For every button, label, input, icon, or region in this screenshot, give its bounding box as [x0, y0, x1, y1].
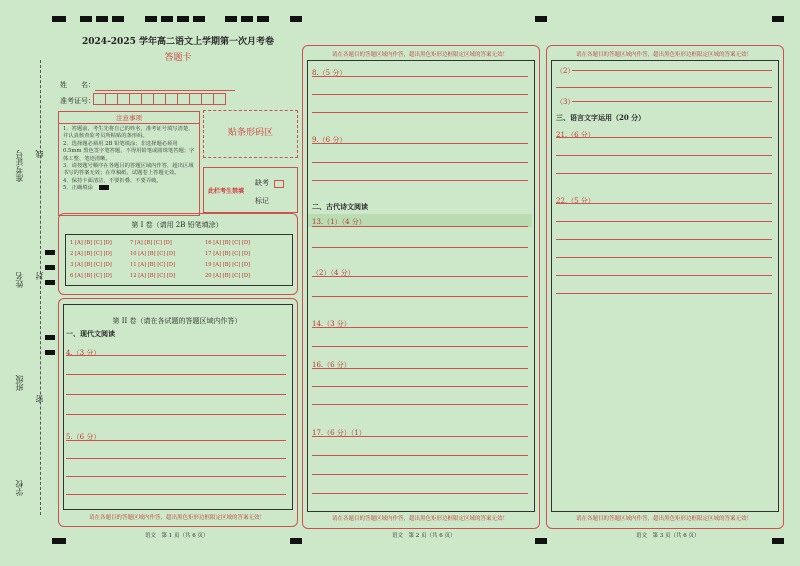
page3-footer: 语文 第 3 页（共 6 页） [636, 533, 700, 539]
section2-heading: 二、古代诗文阅读 [312, 202, 368, 211]
absent-label-a: 缺考 [255, 179, 269, 187]
q17-label: 17.（6 分）（1） [312, 429, 366, 437]
id-label: 准考证号： [60, 97, 95, 105]
answer-line[interactable] [312, 368, 528, 369]
answer-line[interactable] [312, 112, 528, 113]
answer-line[interactable] [66, 440, 286, 441]
q13b-label: （2）（4 分） [312, 269, 355, 277]
answer-line[interactable] [312, 474, 528, 475]
answer-line[interactable] [312, 404, 528, 405]
answer-line[interactable] [312, 247, 528, 248]
page1-warning: 请在各题目的答题区域内作答，超出黑色矩形边框限定区域的答案无效！ [88, 515, 265, 521]
q22-label: 22.（5 分） [556, 197, 595, 205]
filled-example-icon [99, 185, 109, 190]
answer-line[interactable] [556, 137, 772, 138]
note-1: 1．答题前，考生先将自己的姓名，准考证号填写清楚，并认真核查监考员所粘贴的条形码。 [63, 126, 194, 140]
note-3: 3．请按题号顺序在各题目的答题区域内作答，超出区域书写的答案无效；在草稿纸、试题卷上答题无效。 [63, 163, 194, 177]
answer-line[interactable] [572, 101, 772, 102]
q13a-label: 13.（1）（4 分） [312, 218, 366, 226]
choice-q3[interactable]: 3 [A] [B] [C] [D] [70, 262, 112, 268]
barcode-area [203, 110, 298, 158]
answer-line[interactable] [312, 455, 528, 456]
choice-q19[interactable]: 19 [A] [B] [C] [D] [205, 262, 251, 268]
choice-q10[interactable]: 10 [A] [B] [C] [D] [130, 251, 176, 257]
answer-line[interactable] [556, 239, 772, 240]
choice-q1[interactable]: 1 [A] [B] [C] [D] [70, 240, 112, 246]
part1-title: 第 I 卷（请用 2B 铅笔填涂） [131, 221, 223, 229]
side-line-label: 线 [35, 150, 44, 158]
barcode-label: 贴条形码区 [227, 128, 273, 138]
name-label: 姓 名： [60, 81, 95, 89]
page2-warning-top: 请在各题目的答题区域内作答，超出黑色矩形边框限定区域的答案无效！ [331, 52, 508, 58]
q21-label: 21.（6 分） [556, 131, 595, 139]
answer-line[interactable] [66, 355, 286, 356]
choice-q7[interactable]: 7 [A] [B] [C] [D] [130, 240, 172, 246]
section1-heading: 一、现代文阅读 [66, 329, 115, 338]
answer-sheet-label: 答题卡 [164, 53, 192, 63]
exam-title: 2024-2025 学年高二语文上学期第一次月考卷 [82, 37, 274, 47]
answer-line[interactable] [312, 346, 528, 347]
choice-q11[interactable]: 11 [A] [B] [C] [D] [130, 262, 176, 268]
page3-inner-frame [551, 60, 779, 512]
answer-line[interactable] [66, 394, 286, 395]
answer-line[interactable] [66, 476, 286, 477]
answer-line[interactable] [66, 494, 286, 495]
part2-title: 第 II 卷（请在各试题的答题区域内作答） [112, 317, 242, 325]
answer-line[interactable] [312, 94, 528, 95]
side-secret-label: 密 [35, 395, 44, 403]
page3-warning-bottom: 请在各题目的答题区域内作答，超出黑色矩形边框限定区域的答案无效！ [575, 516, 752, 522]
page2-inner-frame [307, 60, 535, 512]
answer-line[interactable] [312, 493, 528, 494]
answer-line[interactable] [556, 257, 772, 258]
side-seal-label: 封 [35, 272, 44, 280]
answer-line[interactable] [556, 87, 772, 88]
q-part3-label: （3） [556, 98, 575, 106]
answer-line[interactable] [66, 374, 286, 375]
answer-line[interactable] [312, 162, 528, 163]
page2-warning-bottom: 请在各题目的答题区域内作答，超出黑色矩形边框限定区域的答案无效！ [331, 516, 508, 522]
page3-warning-top: 请在各题目的答题区域内作答，超出黑色矩形边框限定区域的答案无效！ [575, 52, 752, 58]
id-cells[interactable] [93, 93, 225, 107]
section3-heading: 三、语言文字运用（20 分） [556, 113, 646, 122]
answer-line[interactable] [66, 458, 286, 459]
q4-label: 4.（3 分） [66, 349, 101, 357]
q-part2-label: （2） [556, 67, 575, 75]
note-4: 4．保持卡面清洁，不要折叠、不要弄破。 [63, 177, 162, 184]
page1-footer: 语文 第 1 页（共 6 页） [145, 533, 209, 539]
answer-line[interactable] [556, 155, 772, 156]
answer-line[interactable] [312, 143, 528, 144]
note-5: 5．正确填涂 [63, 185, 93, 192]
side-id-label: 准考证号 [15, 150, 24, 182]
q14-label: 14.（3 分） [312, 320, 351, 328]
answer-line[interactable] [66, 414, 286, 415]
absent-label-b: 标记 [255, 197, 269, 205]
side-name-label: 姓名 [15, 272, 24, 288]
choice-q17[interactable]: 17 [A] [B] [C] [D] [205, 251, 251, 257]
answer-line[interactable] [556, 173, 772, 174]
name-field[interactable] [95, 90, 235, 91]
answer-line[interactable] [556, 293, 772, 294]
q9-label: 9.（6 分） [312, 136, 347, 144]
answer-line[interactable] [572, 70, 772, 71]
answer-line[interactable] [312, 436, 528, 437]
answer-line[interactable] [312, 180, 528, 181]
side-school-label: 学校 [15, 480, 24, 496]
q8-label: 8.（5 分） [312, 69, 347, 77]
choice-q2[interactable]: 2 [A] [B] [C] [D] [70, 251, 112, 257]
choice-q6[interactable]: 6 [A] [B] [C] [D] [70, 273, 112, 279]
absent-warning: 此栏考生禁填 [208, 188, 245, 195]
choice-q16[interactable]: 16 [A] [B] [C] [D] [205, 240, 251, 246]
q5-label: 5.（6 分） [66, 433, 101, 441]
absent-checkbox[interactable] [274, 180, 284, 188]
answer-line[interactable] [312, 296, 528, 297]
answer-line[interactable] [312, 276, 528, 277]
absent-box [203, 167, 298, 213]
choice-q12[interactable]: 12 [A] [B] [C] [D] [130, 273, 176, 279]
answer-line[interactable] [556, 203, 772, 204]
answer-line[interactable] [556, 221, 772, 222]
side-class-label: 班级 [15, 375, 24, 391]
answer-line[interactable] [312, 76, 528, 77]
notes-title: 注意事项 [59, 112, 199, 124]
q16-label: 16.（6 分） [312, 361, 351, 369]
note-2: 2．选择题必须用 2B 铅笔填涂；非选择题必须用 0.5mm 黑色签字笔答题，不得用铅笔或圆珠笔答题；字体工整、笔迹清晰。 [63, 140, 195, 162]
answer-line[interactable] [556, 275, 772, 276]
choice-q20[interactable]: 20 [A] [B] [C] [D] [205, 273, 251, 279]
answer-line[interactable] [312, 386, 528, 387]
notes-box [58, 111, 200, 216]
answer-line[interactable] [312, 327, 528, 328]
answer-line[interactable] [312, 226, 528, 227]
page2-footer: 语文 第 2 页（共 6 页） [392, 533, 456, 539]
